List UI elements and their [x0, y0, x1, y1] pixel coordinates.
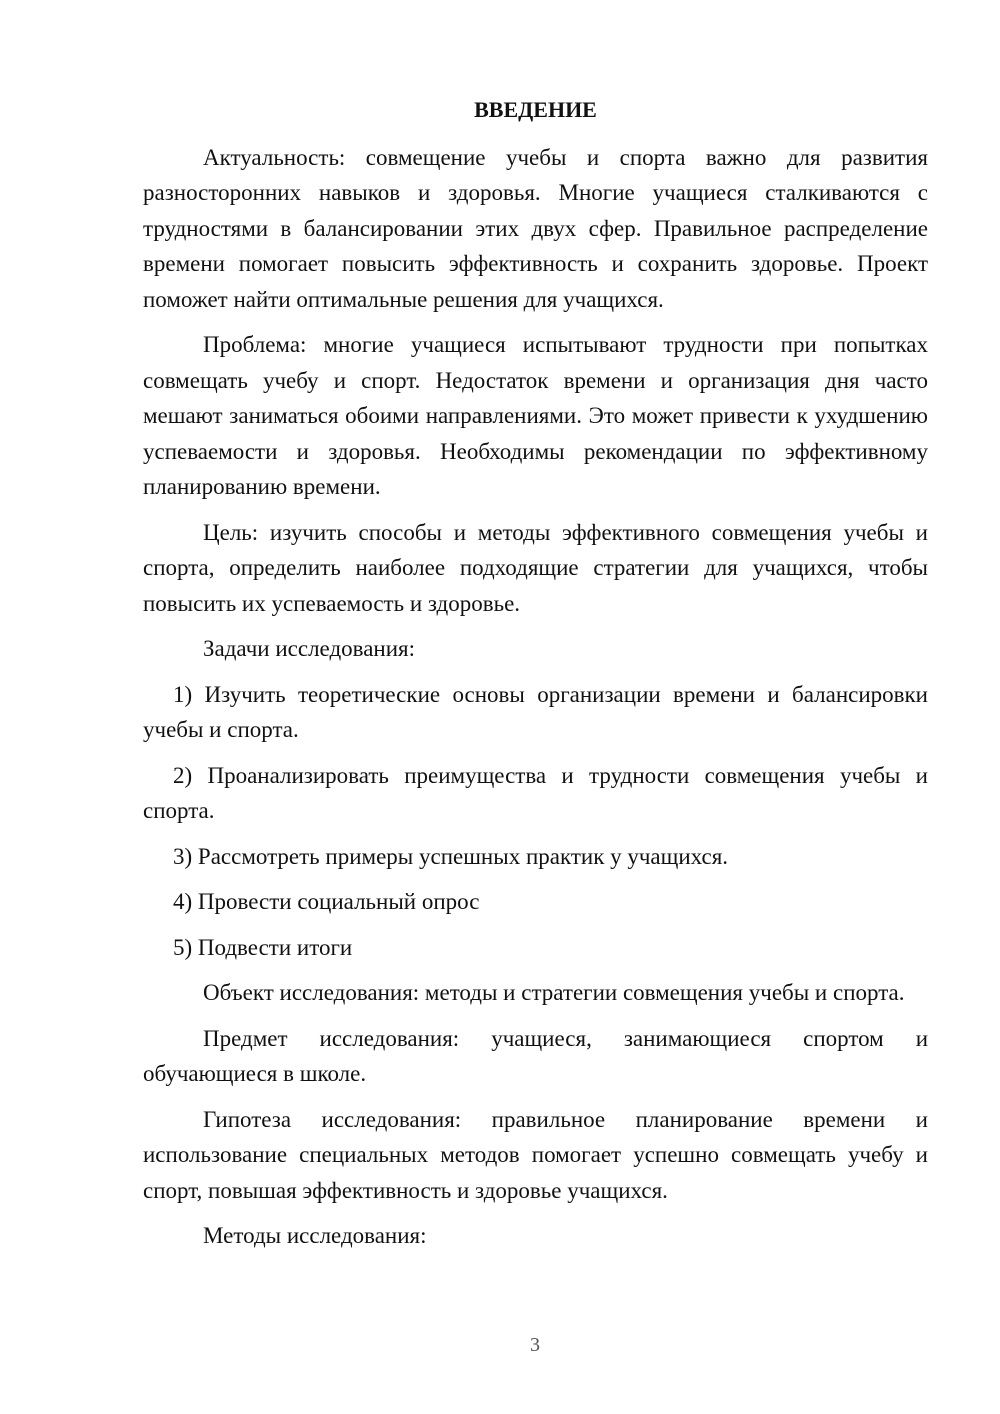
tasks-list [143, 677, 928, 966]
relevance-paragraph: Актуальность: совмещение учебы и спорта важно для развития разносторонних навыков и здоровья. Многие учащиеся сталкиваются с трудностями в балансировании этих двух сфер. Правильное распределение времени помогает повысить эффективность и сохранить здоровье. Проект поможет найти оптимальные решения для учащихся. [143, 144, 928, 312]
hypothesis-paragraph: Гипотеза исследования: правильное планирование времени и использование специальных методов помогает успешно совмещать учебу и спорт, повышая эффективность и здоровье учащихся. [143, 1106, 928, 1203]
subject-paragraph: Предмет исследования: учащиеся, занимающиеся спортом и обучающиеся в школе. [143, 1025, 928, 1086]
problem-paragraph: Проблема: многие учащиеся испытывают трудности при попытках совмещать учебу и спорт. Недостаток времени и организация дня часто мешают заниматься обоими направлениями. Это может привести к ухудшению успеваемости и здоровья. Необходимы рекомендации по эффективному планированию времени. [143, 332, 928, 499]
tasks-heading: Задачи исследования: [203, 636, 416, 661]
task-item-3: 3) Рассмотреть примеры успешных практик у учащихся. [173, 843, 729, 869]
object-paragraph: Объект исследования: методы и стратегии совмещения учебы и спорта. [203, 980, 905, 1005]
task-item-5: 5) Подвести итоги [173, 934, 353, 960]
task-item-2: 2) Проанализировать преимущества и трудности совмещения учебы и спорта. [143, 762, 928, 823]
task-item-1: 1) Изучить теоретические основы организации времени и балансировки учебы и спорта. [143, 681, 928, 742]
page-number: 3 [530, 1334, 540, 1356]
goal-paragraph: Цель: изучить способы и методы эффективного совмещения учебы и спорта, определить наиболее подходящие стратегии для учащихся, чтобы повысить их успеваемость и здоровье. [143, 519, 928, 616]
page-content [143, 92, 928, 1264]
page-title: ВВЕДЕНИЕ [474, 97, 597, 122]
task-item-4: 4) Провести социальный опрос [173, 889, 480, 914]
methods-heading: Методы исследования: [203, 1223, 427, 1248]
